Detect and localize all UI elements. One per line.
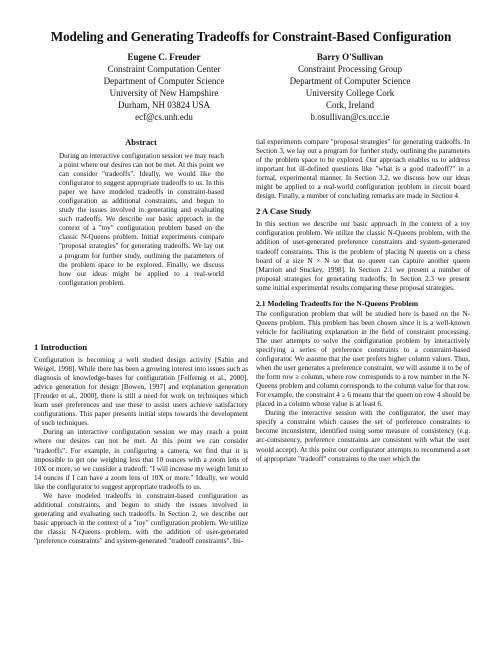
- author-department: Department of Computer Science: [103, 76, 225, 86]
- modeling-paragraph-2: During the interactive session with the configurator, the user may specify a constraint which causes the set of preference constraints to become inconsistent, identified using some measure of consistency (e.g. arc-consistency, preference constraints are consistent with what the user would accept). At this point our configurator attempts to recommend a set of appropriate "tradeoff" constraints to the user which the: [256, 409, 470, 463]
- author-address: Cork, Ireland: [326, 100, 374, 110]
- case-study-paragraph: In this section we describe our basic approach in the context of a toy configuration problem. We utilize the classic N-Queens problem, with the addition of user-generated preference constraints and system-generated tradeoff constraints. This is the problem of placing N queens on a chess board of a size N × N so that no queen can capture another queen [Marriott and Stuckey, 1998]. In Section 2.1 we present a number of proposal strategies for generating tradeoffs. In Section 2.3 we present some initial experimental results comparing these proposal strategies.: [256, 220, 470, 292]
- paper-title: Modeling and Generating Tradeoffs for Constraint-Based Configuration: [50, 29, 452, 44]
- author-university: University College Cork: [305, 88, 395, 98]
- author-affiliation: Constraint Processing Group: [298, 64, 402, 74]
- author-department: Department of Computer Science: [289, 76, 411, 86]
- intro-paragraph-2: During an interactive configuration session we may reach a point where our desires can not be met. At this point we can consider "tradeoffs". For example, in configuring a camera, we find that it is impossible to get one weighing less that 10 ounces with a zoom lens of 10X or more, so we consider a tradeoff: "I will increase my weight limit to 14 ounces if I can have a zoom lens of 10X or more." Ideally, we would like the configurator to suggest appropriate tradeoffs to us.: [34, 428, 248, 491]
- intro-continuation-paragraph: tial experiments compare "proposal strategies" for generating tradeoffs. In Section 3, we lay out a program for further study, outlining the parameters of the problem space to be explored. Our approach enables us to address important but ill-defined questions like "what is a good tradeoff?" in a formal, experimental manner. In Section 3.2, we discuss how our ideas might be applied to a real-world configuration problem in circuit board design. Finally, a number of concluding remarks are made in Section 4.: [256, 138, 470, 201]
- author-block-freuder: [84, 51, 244, 123]
- author-affiliation: Constraint Computation Center: [107, 64, 221, 74]
- section-heading-case-study: 2 A Case Study: [256, 206, 312, 217]
- author-name: Barry O'Sullivan: [316, 52, 384, 62]
- author-block-osullivan: [262, 51, 438, 123]
- subsection-heading-modeling-tradeoffs: 2.1 Modeling Tradeoffs for the N-Queens Problem: [256, 298, 419, 308]
- intro-paragraph-1: Configuration is becoming a well studied design activity [Sabin and Weigel, 1998]. While there has been a growing interest into issues such as diagnosis of knowledge-bases for configuration [Felfernig et al., 2000], advice generation for design [Bowen, 1997] and explanation generation [Freuder et al., 2000], there is still a need for work on techniques which learn user preferences and use these to assist users achieve satisfactory configurations. This paper presents initial steps towards the development of such techniques.: [34, 356, 248, 428]
- author-email: b.osullivan@cs.ucc.ie: [310, 112, 390, 122]
- modeling-paragraph-1: The configuration problem that will be studied here is based on the N-Queens problem. This problem has been chosen since it is a well-known vehicle for facilitating explanation in the field of constraint processing. The user attempts to solve the configuration problem by interactively specifying a series of preference constraints to a constraint-based configurator. We assume that the user prefers higher column values. Thus, when the user generates a preference constraint, we will assume it to be of the form row ≥ column, where row corresponds to a row number in the N-Queens problem and column corresponds to the column value for that row. For example, the constraint 4 ≥ 6 means that the queen on row 4 should be placed in a column whose value is at least 6.: [256, 309, 470, 409]
- author-university: University of New Hampshire: [109, 88, 219, 98]
- intro-paragraph-3: We have modeled tradeoffs in constraint-based configuration as additional constraints, and begun to study the issues involved in generating and evaluating such tradeoffs. In Section 2, we describe our basic approach in the context of a "toy" configuration problem. We utilize the classic N-Queens problem, with the addition of user-generated "preference constraints" and system-generated "tradeoff constraints". Ini-: [34, 491, 248, 545]
- author-name: Eugene C. Freuder: [127, 52, 201, 62]
- section-heading-introduction: 1 Introduction: [34, 342, 88, 352]
- left-column: [34, 337, 248, 546]
- right-column: [256, 138, 470, 464]
- abstract-text: During an interactive configuration session we may reach a point where our desires can not be met. At this point we can consider "tradeoffs". Ideally, we would like the configurator to suggest appropriate tradeoffs to us. In this paper we have modeled tradeoffs in constraint-based configuration as additional constraints, and begun to study the issues involved in generating and evaluating such tradeoffs. We describe our basic approach in the context of a "toy" configuration problem based on the classic N-Queens problem. Initial experiments compare "proposal strategies" for generating tradeoffs. We lay out a program for further study, outlining the parameters of the problem space to be explored. Finally, we discuss how our ideas might be applied to a real-world configuration problem.: [59, 152, 224, 287]
- author-address: Durham, NH 03824 USA: [118, 100, 210, 110]
- author-email: ecf@cs.unh.edu: [135, 112, 193, 122]
- abstract-heading: Abstract: [125, 137, 157, 147]
